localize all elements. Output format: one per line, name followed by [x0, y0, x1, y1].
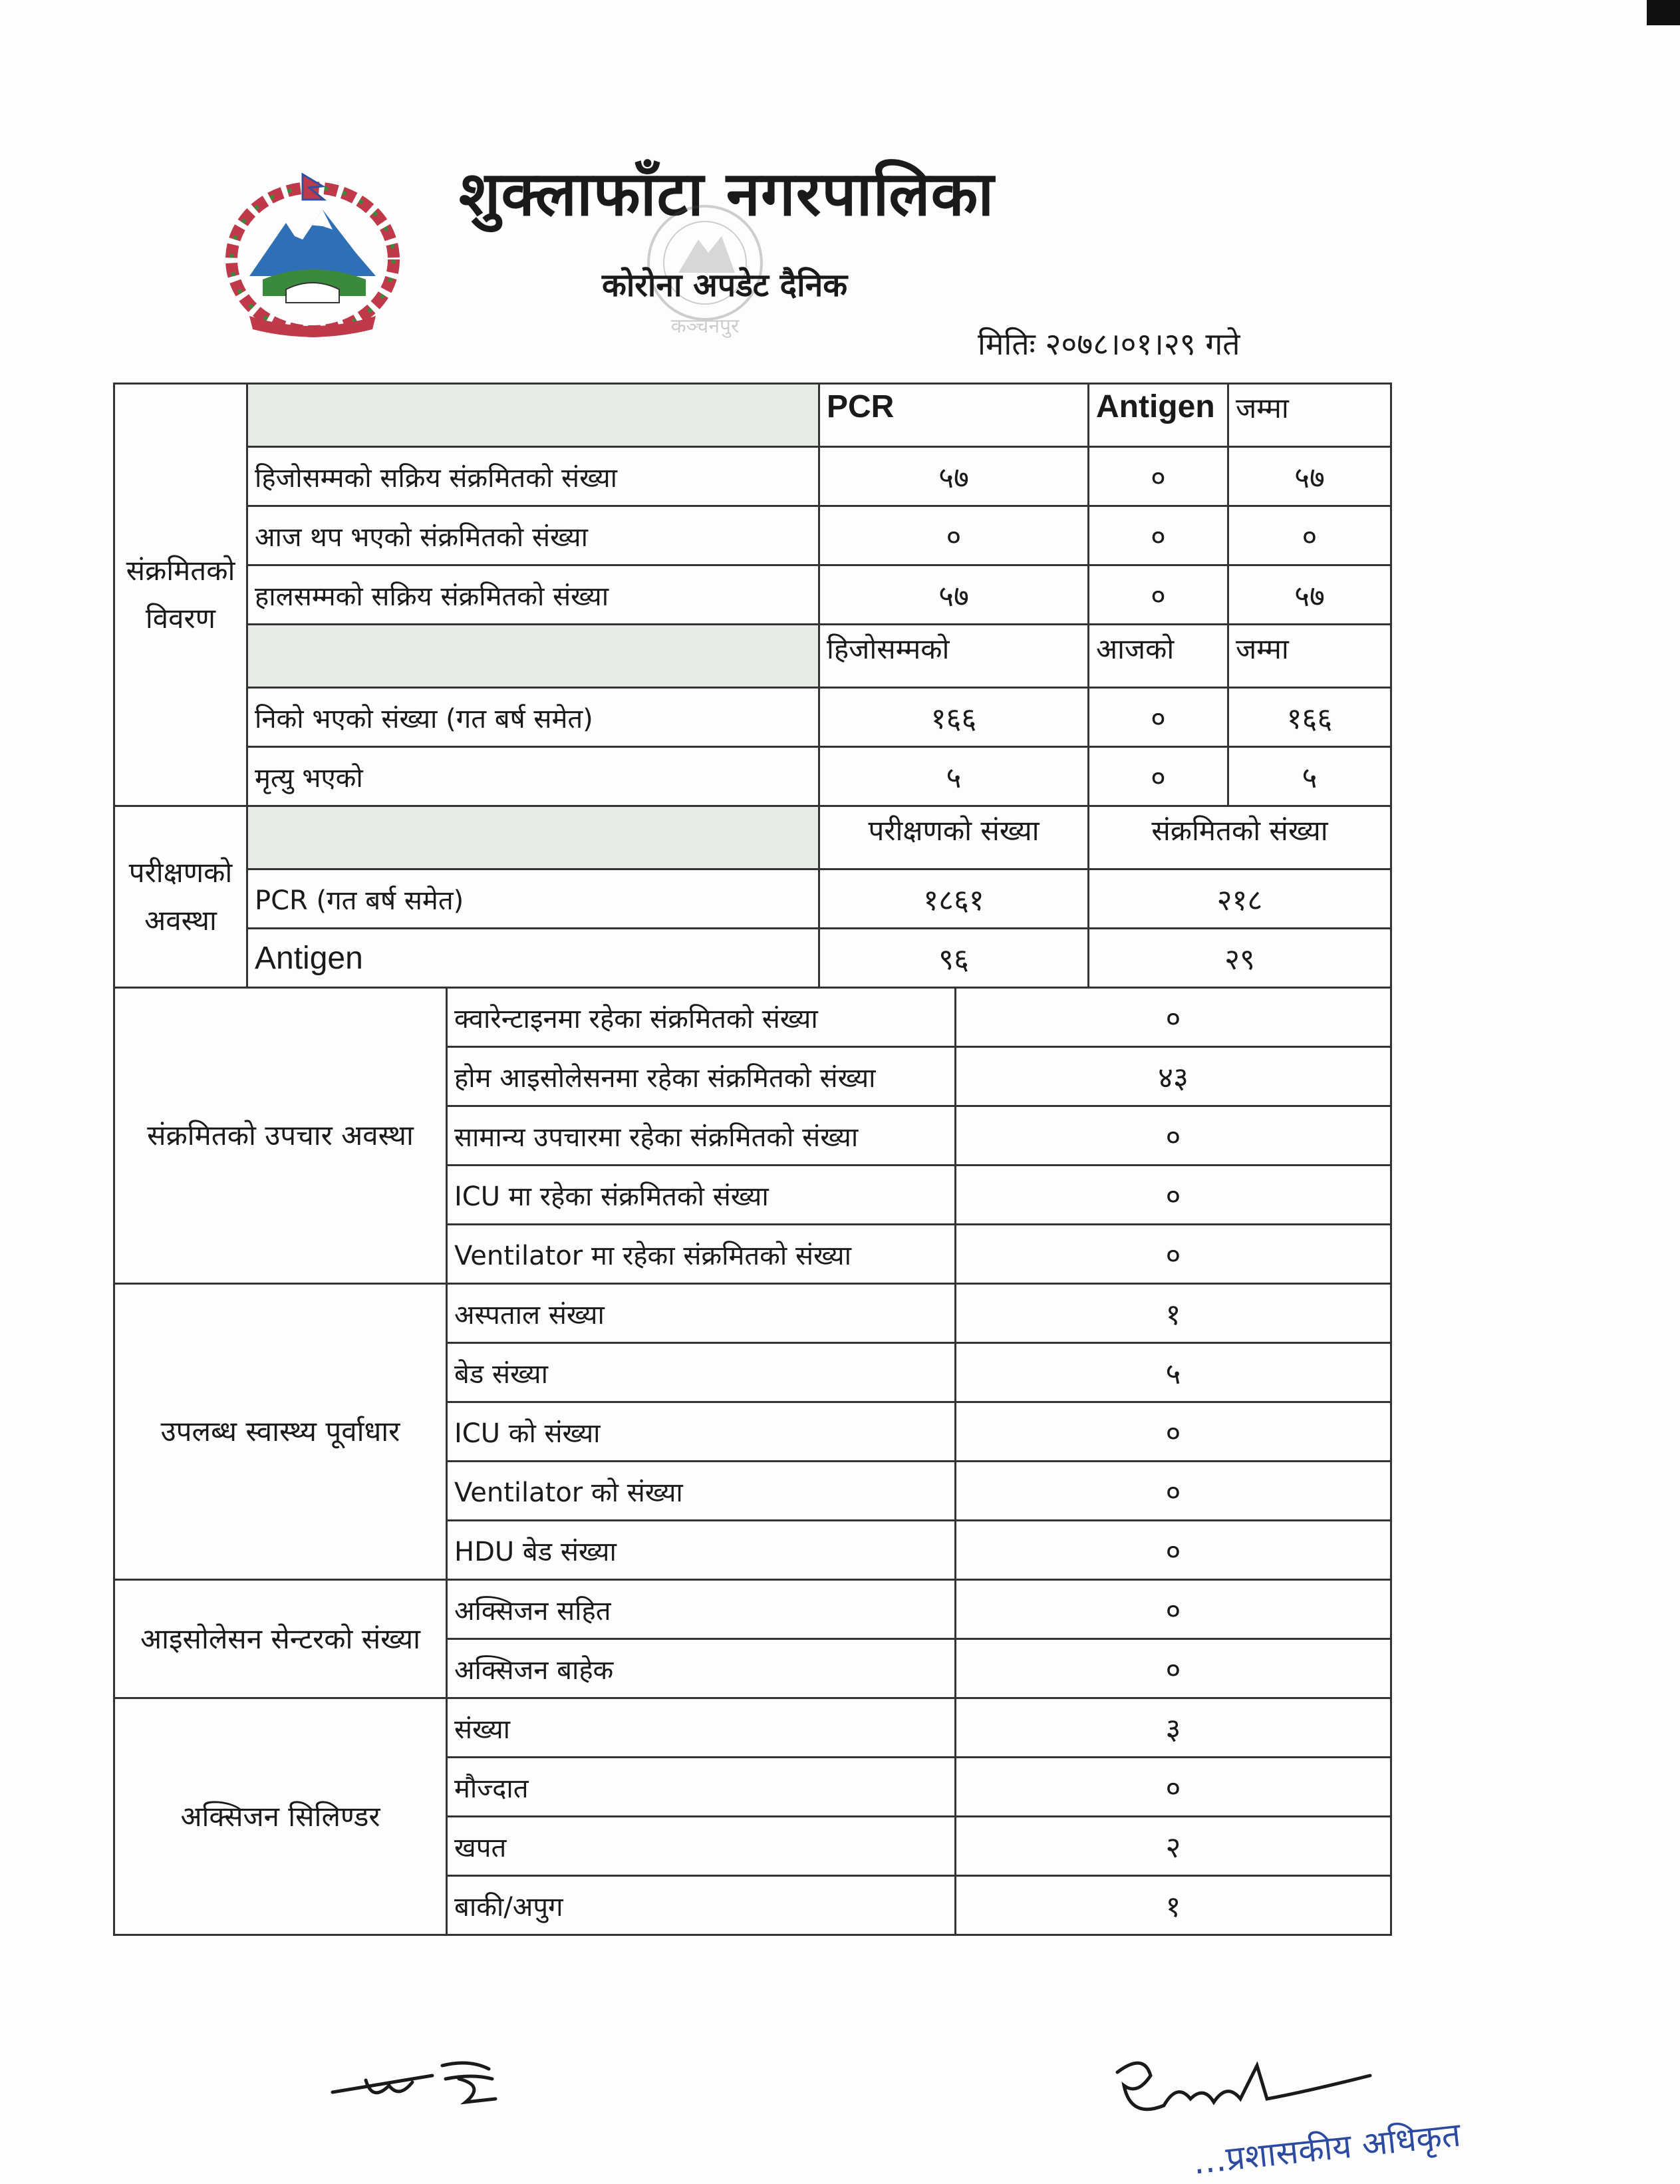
row-label: खपत: [447, 1817, 956, 1876]
row-label: अक्सिजन बाहेक: [447, 1639, 956, 1698]
recovery-header-blank: [247, 625, 819, 688]
row-label: ICU को संख्या: [447, 1402, 956, 1462]
col-yesterday: हिजोसम्मको: [819, 625, 1089, 688]
col-total: जम्मा: [1228, 384, 1391, 447]
row-value: ०: [956, 1639, 1391, 1698]
row-label: निको भएको संख्या (गत बर्ष समेत): [247, 688, 819, 747]
row-label: PCR (गत बर्ष समेत): [247, 869, 819, 929]
col-pcr: PCR: [819, 384, 1089, 447]
row-value: ४३: [956, 1047, 1391, 1106]
total-value: ५: [1228, 747, 1391, 806]
table-row: [114, 988, 1391, 1047]
row-value: ०: [956, 1580, 1391, 1639]
col-total: जम्मा: [1228, 625, 1391, 688]
treatment-group-label: संक्रमितको उपचार अवस्था: [114, 988, 447, 1284]
row-label: संख्या: [447, 1698, 956, 1758]
row-value: ०: [956, 988, 1391, 1047]
antigen-value: ०: [1089, 506, 1228, 565]
binder-edge: [1647, 0, 1680, 25]
col-test-count: परीक्षणको संख्या: [819, 806, 1089, 869]
total-value: ०: [1228, 506, 1391, 565]
total-value: ५७: [1228, 447, 1391, 506]
total-value: १६६: [1228, 688, 1391, 747]
table-row: [114, 1698, 1391, 1758]
row-label: होम आइसोलेसनमा रहेका संक्रमितको संख्या: [447, 1047, 956, 1106]
table-row: [114, 929, 1391, 988]
row-label: Ventilator को संख्या: [447, 1462, 956, 1521]
infrastructure-group-label: उपलब्ध स्वास्थ्य पूर्वाधार: [114, 1284, 447, 1580]
row-value: २: [956, 1817, 1391, 1876]
row-label: Ventilator मा रहेका संक्रमितको संख्या: [447, 1225, 956, 1284]
testing-header-row: [114, 806, 1391, 869]
nepal-emblem: [223, 166, 402, 339]
row-value: ०: [956, 1521, 1391, 1580]
antigen-value: ०: [1089, 447, 1228, 506]
infected-count-value: २९: [1089, 929, 1391, 988]
row-label: ICU मा रहेका संक्रमितको संख्या: [447, 1166, 956, 1225]
row-value: १: [956, 1284, 1391, 1343]
row-label: HDU बेड संख्या: [447, 1521, 956, 1580]
row-label: हिजोसम्मको सक्रिय संक्रमितको संख्या: [247, 447, 819, 506]
row-label: हालसम्मको सक्रिय संक्रमितको संख्या: [247, 565, 819, 625]
infection-header-row: [114, 384, 1391, 447]
row-label: सामान्य उपचारमा रहेका संक्रमितको संख्या: [447, 1106, 956, 1166]
report-date: मितिः २०७८।०१।२९ गते: [978, 326, 1240, 362]
table-row: [114, 688, 1391, 747]
oxygen-group-label: अक्सिजन सिलिण्डर: [114, 1698, 447, 1935]
row-value: ५: [956, 1343, 1391, 1402]
row-label: अस्पताल संख्या: [447, 1284, 956, 1343]
svg-text:कञ्चनपुर: कञ्चनपुर: [670, 315, 740, 338]
total-value: ५७: [1228, 565, 1391, 625]
row-label: मौज्दात: [447, 1758, 956, 1817]
row-label: मृत्यु भएको: [247, 747, 819, 806]
row-value: १: [956, 1876, 1391, 1935]
row-value: ३: [956, 1698, 1391, 1758]
pcr-value: ५७: [819, 447, 1089, 506]
col-today: आजको: [1089, 625, 1228, 688]
infection-header-blank: [247, 384, 819, 447]
isolation-group-label: आइसोलेसन सेन्टरको संख्या: [114, 1580, 447, 1698]
row-value: ०: [956, 1402, 1391, 1462]
recovery-header-row: [114, 625, 1391, 688]
table-row: [114, 506, 1391, 565]
row-label: बेड संख्या: [447, 1343, 956, 1402]
officer-stamp-text: …प्रशासकीय अधिकृत: [1190, 2115, 1463, 2182]
officer-signature: [1104, 2046, 1383, 2132]
row-label: क्वारेन्टाइनमा रहेका संक्रमितको संख्या: [447, 988, 956, 1047]
row-value: ०: [956, 1225, 1391, 1284]
row-value: ०: [956, 1462, 1391, 1521]
pcr-value: ५७: [819, 565, 1089, 625]
antigen-value: ०: [1089, 565, 1228, 625]
preparer-signature: [326, 2039, 539, 2119]
table-row: [114, 565, 1391, 625]
report-subtitle: कोरोना अपडेट दैनिक: [602, 267, 848, 304]
row-label: आज थप भएको संक्रमितको संख्या: [247, 506, 819, 565]
table-row: [114, 747, 1391, 806]
row-value: ०: [956, 1166, 1391, 1225]
today-value: ०: [1089, 688, 1228, 747]
test-count-value: ९६: [819, 929, 1089, 988]
yesterday-value: ५: [819, 747, 1089, 806]
col-infected-count: संक्रमितको संख्या: [1089, 806, 1391, 869]
yesterday-value: १६६: [819, 688, 1089, 747]
infection-group-label: संक्रमितको विवरण: [114, 384, 247, 806]
col-antigen: Antigen: [1089, 384, 1228, 447]
table-row: [114, 1284, 1391, 1343]
row-label: Antigen: [247, 929, 819, 988]
row-label: बाकी/अपुग: [447, 1876, 956, 1935]
row-value: ०: [956, 1758, 1391, 1817]
testing-header-blank: [247, 806, 819, 869]
table-row: [114, 1580, 1391, 1639]
table-row: [114, 447, 1391, 506]
test-count-value: १८६१: [819, 869, 1089, 929]
row-label: अक्सिजन सहित: [447, 1580, 956, 1639]
table-row: [114, 869, 1391, 929]
covid-update-table: [113, 383, 1392, 1936]
today-value: ०: [1089, 747, 1228, 806]
pcr-value: ०: [819, 506, 1089, 565]
infected-count-value: २१८: [1089, 869, 1391, 929]
office-title: शुक्लाफाँटा नगरपालिका: [459, 158, 995, 230]
testing-group-label: परीक्षणको अवस्था: [114, 806, 247, 988]
row-value: ०: [956, 1106, 1391, 1166]
